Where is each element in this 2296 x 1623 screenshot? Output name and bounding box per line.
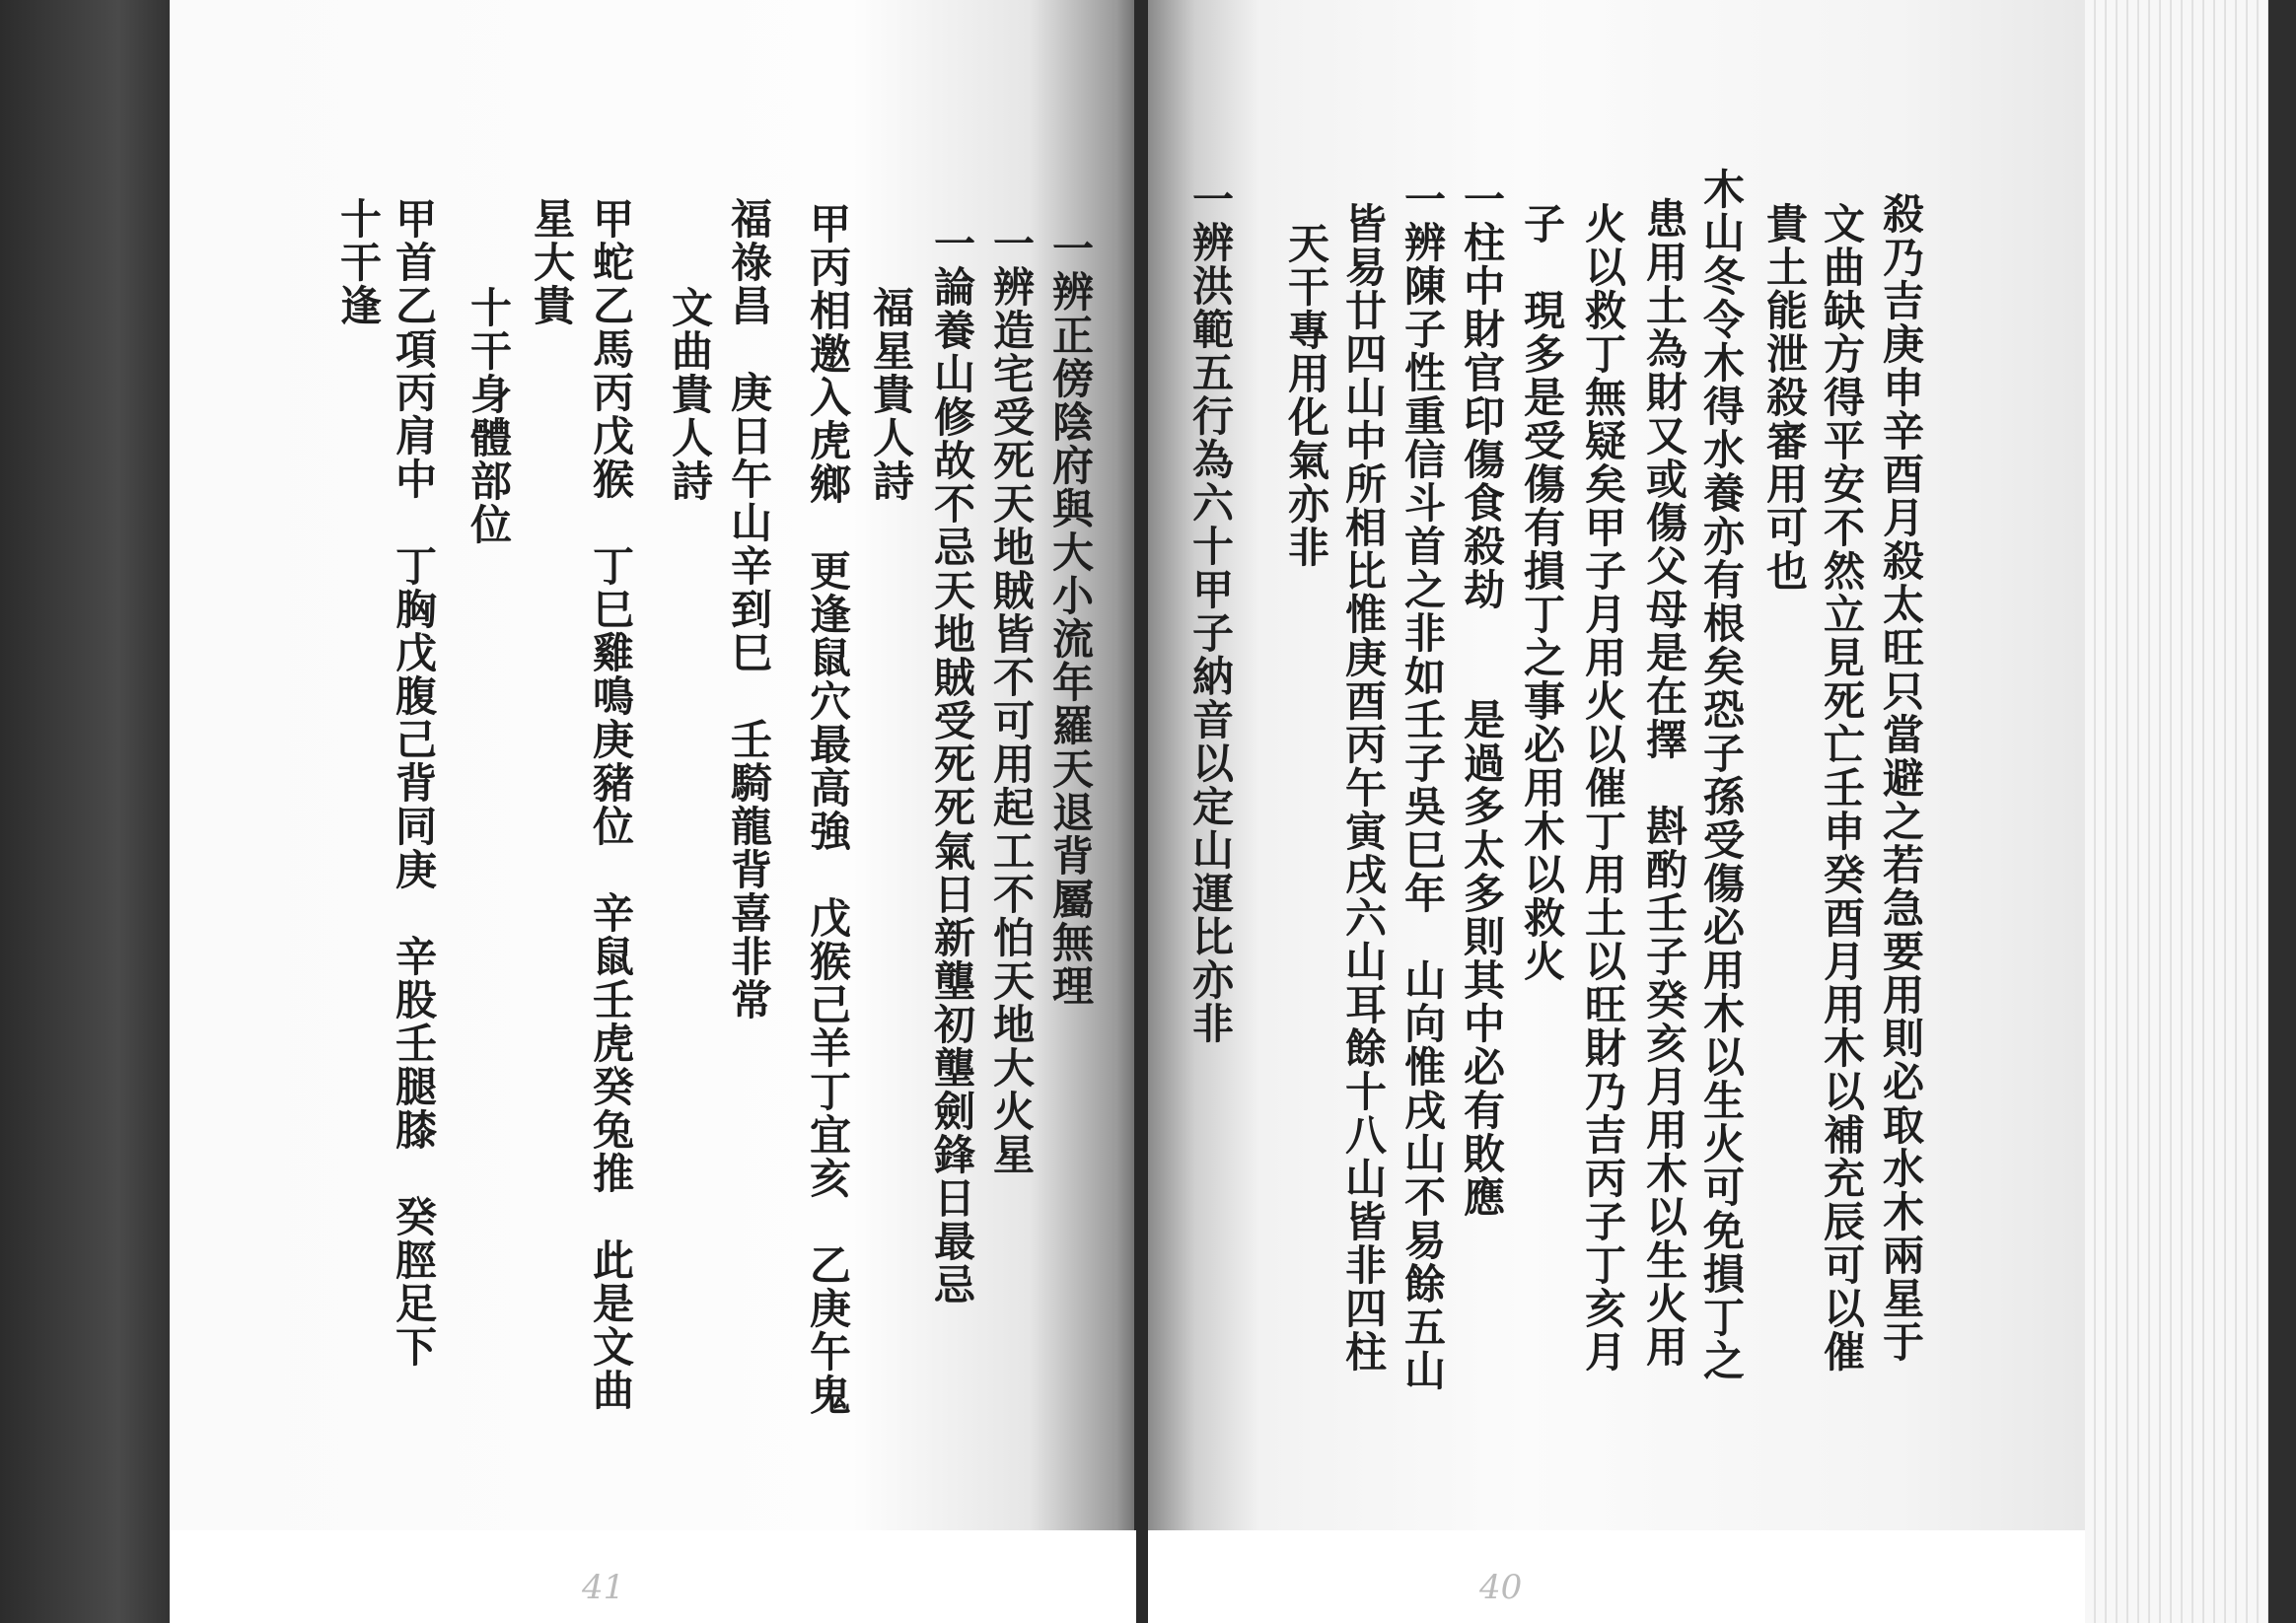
- right-page-margin: [1148, 1530, 2085, 1623]
- text-column: 子 現多是受傷有損丁之事必用木以救火: [1518, 202, 1566, 983]
- book-edge-right: [2268, 0, 2296, 1623]
- text-column: 皆易廿四山中所相比惟庚酉丙午寅戌六山耳餘十八山皆非四柱: [1339, 202, 1388, 1374]
- text-column: 天干專用化氣亦非: [1282, 222, 1330, 569]
- text-column: 一辨造宅受死天地賊皆不可用起工不怕天地大火星: [987, 222, 1036, 1176]
- text-column: 木山冬令木得水養亦有根矣恐子孫受傷必用木以生火可免損丁之: [1697, 168, 1746, 1382]
- text-column: 患用土為財又或傷父母是在擇 斟酌壬子癸亥月用木以生火用: [1640, 197, 1688, 1369]
- book-edge-left: [0, 0, 170, 1623]
- left-page-margin: [170, 1530, 1136, 1623]
- text-column: 甲蛇乙馬丙戊猴 丁巳雞鳴庚豬位 辛鼠壬虎癸兔推 此是文曲: [587, 197, 635, 1412]
- text-column: 甲丙相邀入虎鄉 更逢鼠穴最高強 戊猴己羊丁宜亥 乙庚午鬼: [804, 202, 852, 1417]
- poem-title: 文曲貴人詩: [666, 286, 714, 503]
- text-column: 一辨正傍陰府與大小流年羅天退背屬無理: [1046, 227, 1095, 1008]
- text-column: 一柱中財官印傷食殺劫 是過多太多則其中必有敗應: [1458, 177, 1506, 1219]
- page-number: 41: [582, 1568, 625, 1607]
- page-number: 40: [1479, 1568, 1523, 1607]
- text-column: 殺乃吉庚申辛酉月殺太旺只當避之若急要用則必取水木兩星于: [1877, 192, 1925, 1364]
- book-gutter: [1134, 0, 1148, 1623]
- text-column: 火以救丁無疑矣甲子月用火以催丁用土以旺財乃吉丙子丁亥月: [1579, 202, 1627, 1374]
- text-column: 福祿昌 庚日午山辛到巳 壬騎龍背喜非常: [725, 197, 773, 1022]
- text-column: 一辨陳子性重信斗首之非如壬子吳巳年 山向惟戌山不易餘五山: [1399, 177, 1447, 1392]
- poem-title: 福星貴人詩: [867, 286, 915, 503]
- text-column: 甲首乙項丙肩中 丁胸戊腹己背同庚 辛股壬腿膝 癸脛足下: [390, 197, 438, 1369]
- text-column: 文曲缺方得平安不然立見死亡壬申癸酉月用木以補充辰可以催: [1818, 202, 1866, 1374]
- text-column: 一辨洪範五行為六十甲子納音以定山運比亦非: [1186, 177, 1235, 1045]
- page-stack-edge: [2085, 0, 2272, 1623]
- text-column: 一論養山修故不忌天地賊受死死氣日新壟初壟劍鋒日最忌: [928, 222, 976, 1306]
- text-column: 十干逢: [334, 197, 383, 327]
- section-title: 十干身體部位: [465, 286, 513, 546]
- text-column: 星大貴: [528, 197, 576, 327]
- text-column: 貴土能泄殺審用可也: [1760, 202, 1809, 593]
